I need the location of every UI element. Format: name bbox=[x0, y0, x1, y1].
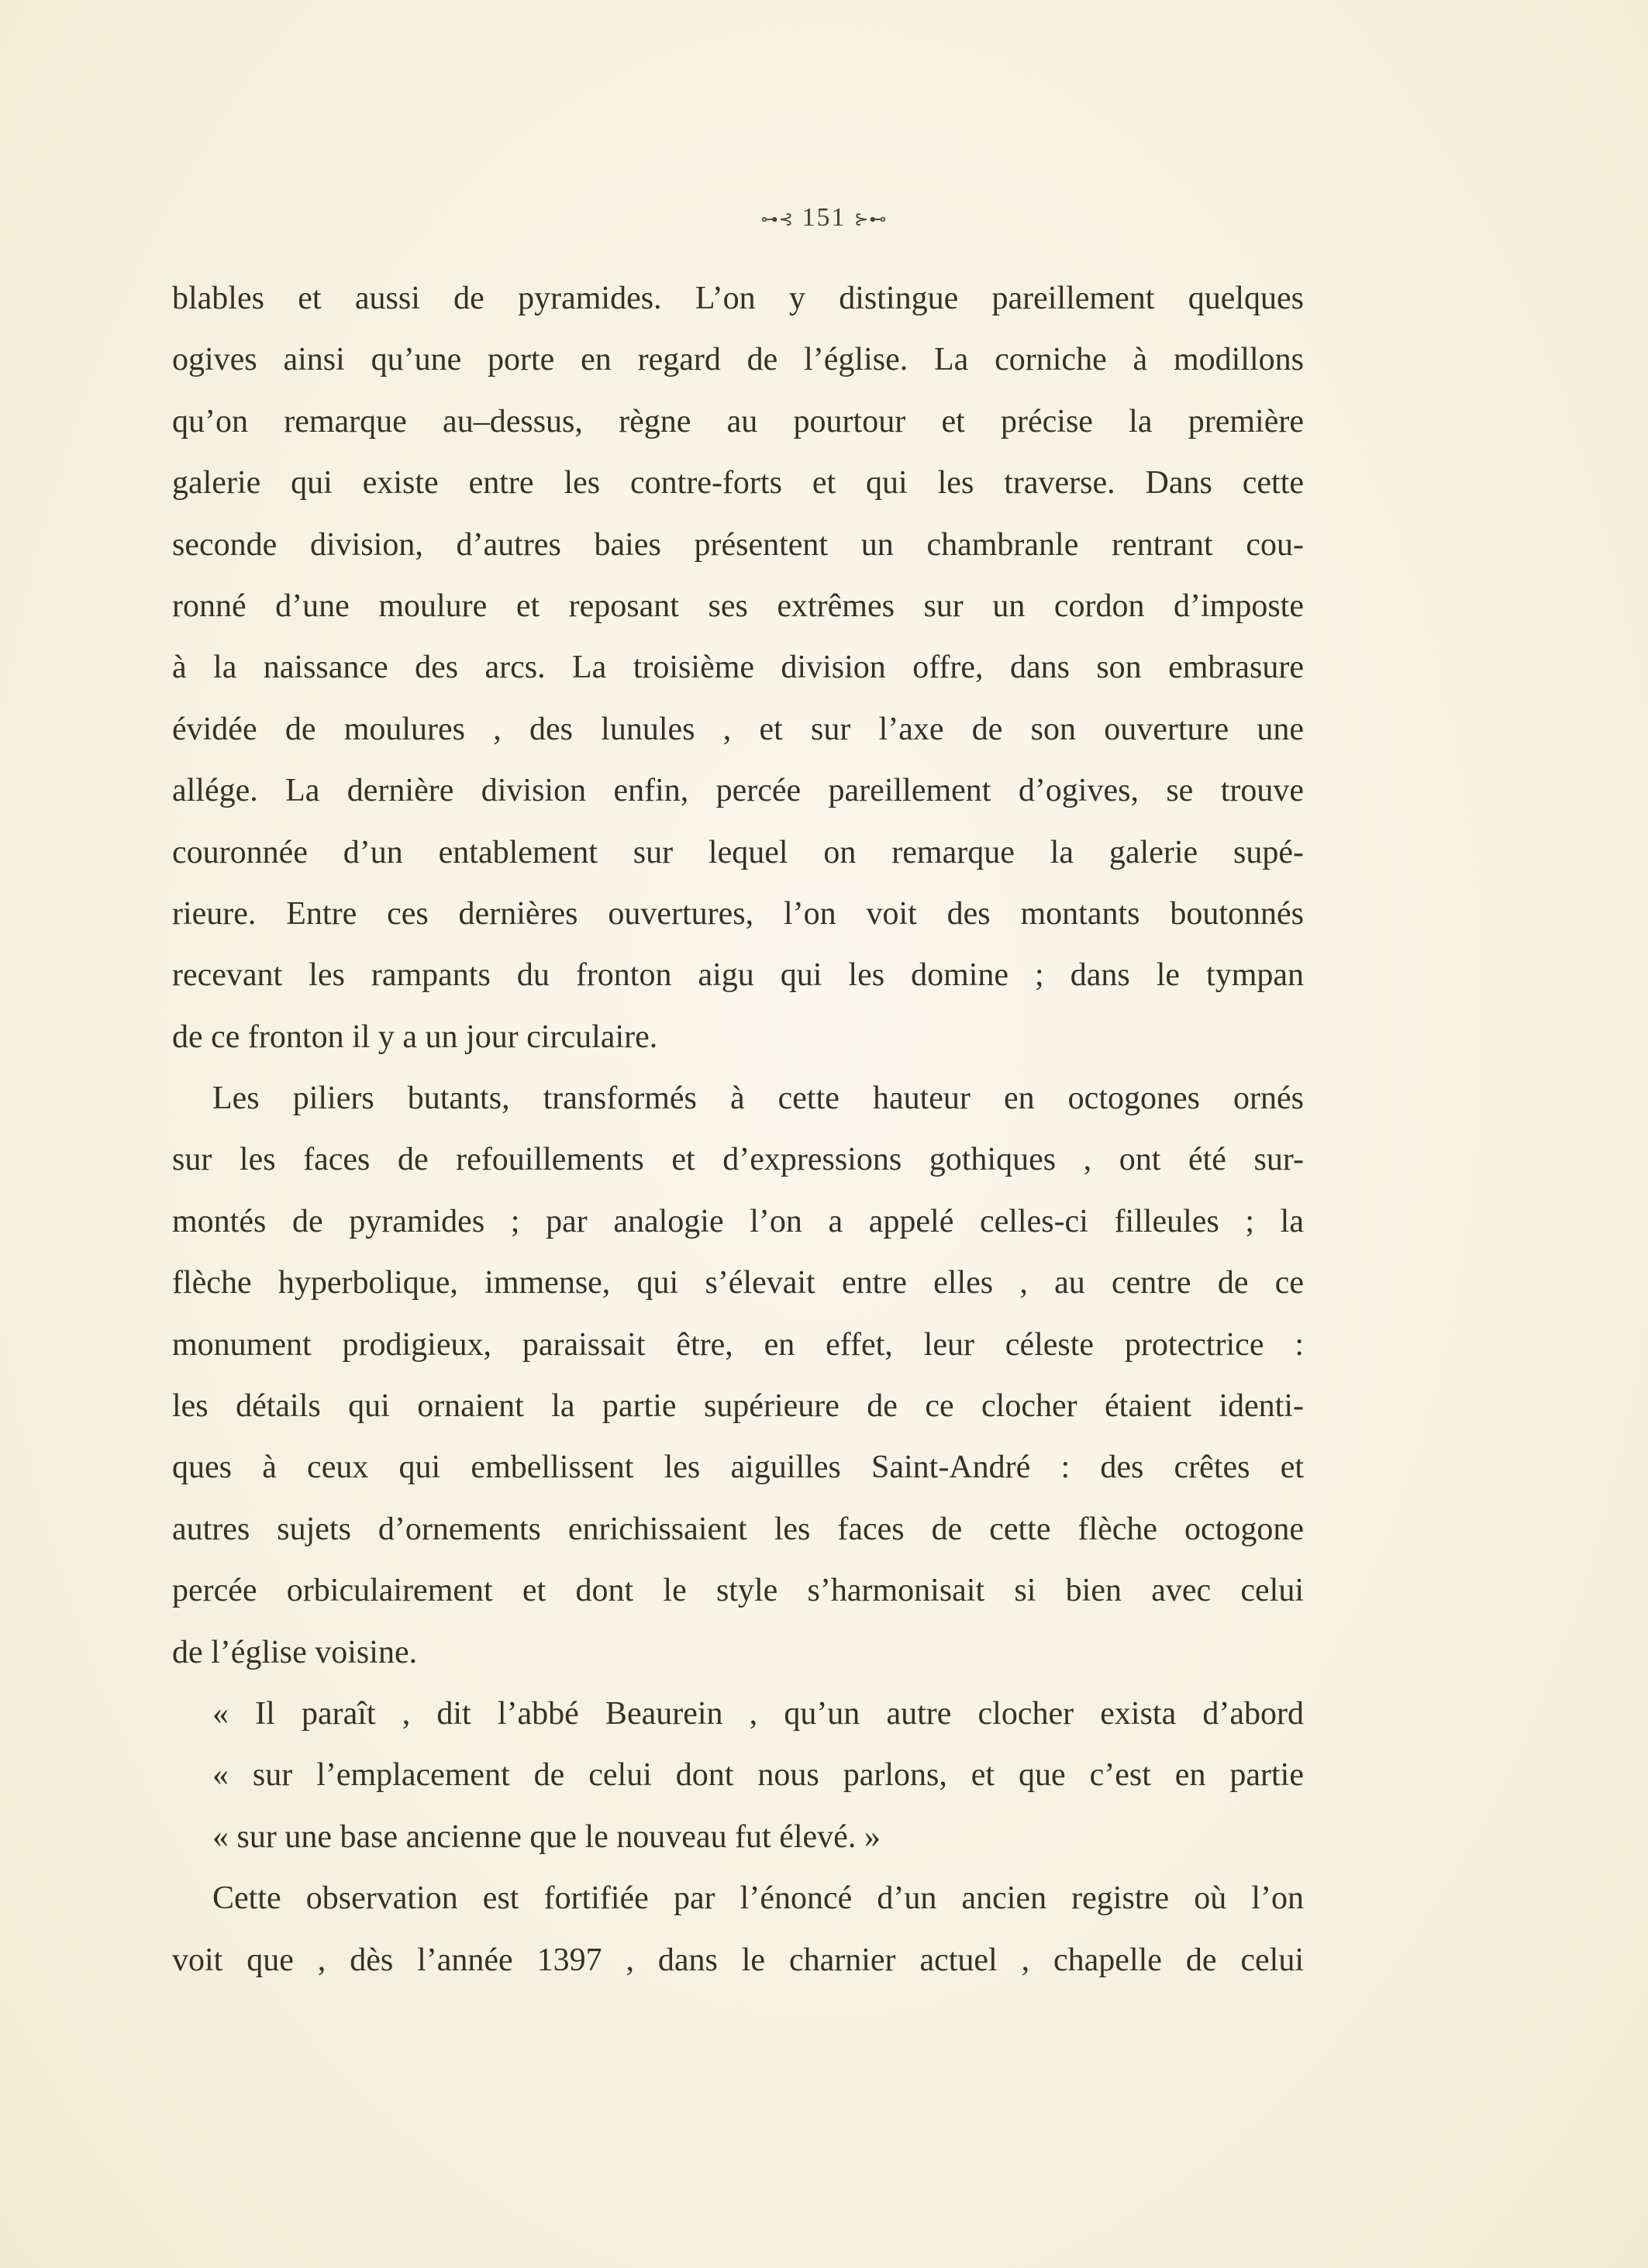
text-line: sur les faces de refouillements et d’expressions gothiques , ont été sur- bbox=[172, 1142, 1304, 1178]
text-line: percée orbiculairement et dont le style s’harmonisait si bien avec celui bbox=[172, 1573, 1304, 1609]
text-line: de ce fronton il y a un jour circulaire. bbox=[172, 1019, 658, 1055]
text-line: les détails qui ornaient la partie supérieure de ce clocher étaient identi- bbox=[172, 1388, 1304, 1425]
page-header bbox=[0, 203, 1648, 233]
text-line: rieure. Entre ces dernières ouvertures, l’on voit des montants boutonnés bbox=[172, 895, 1304, 932]
text-line: flèche hyperbolique, immense, qui s’élevait entre elles , au centre de ce bbox=[172, 1265, 1304, 1301]
header-ornament-right: ⊱⊷ bbox=[854, 209, 888, 229]
text-line: ques à ceux qui embellissent les aiguilles Saint-André : des crêtes et bbox=[172, 1449, 1304, 1486]
text-line: qu’on remarque au–dessus, règne au pourtour et précise la première bbox=[172, 403, 1304, 439]
text-line: recevant les rampants du fronton aigu qui les domine ; dans le tympan bbox=[172, 957, 1304, 994]
header-ornament-left: ⊶⊰ bbox=[760, 209, 794, 229]
text-line: galerie qui existe entre les contre-forts et qui les traverse. Dans cette bbox=[172, 465, 1304, 502]
text-line: couronnée d’un entablement sur lequel on remarque la galerie supé- bbox=[172, 834, 1304, 870]
page-number: 151 bbox=[802, 203, 846, 232]
text-line: voit que , dès l’année 1397 , dans le charnier actuel , chapelle de celui bbox=[172, 1942, 1304, 1978]
text-line: allége. La dernière division enfin, percée pareillement d’ogives, se trouve bbox=[172, 773, 1304, 809]
text-line: « sur l’emplacement de celui dont nous parlons, et que c’est en partie bbox=[212, 1757, 1304, 1794]
body-text bbox=[172, 268, 1304, 1991]
text-line: ronné d’une moulure et reposant ses extrêmes sur un cordon d’imposte bbox=[172, 588, 1304, 624]
text-line: à la naissance des arcs. La troisième division offre, dans son embrasure bbox=[172, 650, 1304, 686]
text-line: « Il paraît , dit l’abbé Beaurein , qu’un autre clocher exista d’abord bbox=[212, 1695, 1304, 1732]
text-line: ogives ainsi qu’une porte en regard de l’église. La corniche à modillons bbox=[172, 342, 1304, 378]
text-line: montés de pyramides ; par analogie l’on a appelé celles-ci filleules ; la bbox=[172, 1203, 1304, 1239]
text-line: blables et aussi de pyramides. L’on y distingue pareillement quelques bbox=[172, 281, 1304, 316]
text-line: évidée de moulures , des lunules , et sur l’axe de son ouverture une bbox=[172, 711, 1304, 747]
text-line: « sur une base ancienne que le nouveau fut élevé. » bbox=[212, 1818, 881, 1855]
text-line: seconde division, d’autres baies présentent un chambranle rentrant cou- bbox=[172, 526, 1304, 563]
text-line: Cette observation est fortifiée par l’énoncé d’un ancien registre où l’on bbox=[212, 1880, 1304, 1917]
text-line: autres sujets d’ornements enrichissaient les faces de cette flèche octogone bbox=[172, 1511, 1304, 1547]
text-line: de l’église voisine. bbox=[172, 1634, 418, 1670]
text-line: Les piliers butants, transformés à cette hauteur en octogones ornés bbox=[212, 1081, 1304, 1117]
text-line: monument prodigieux, paraissait être, en effet, leur céleste protectrice : bbox=[172, 1326, 1304, 1363]
